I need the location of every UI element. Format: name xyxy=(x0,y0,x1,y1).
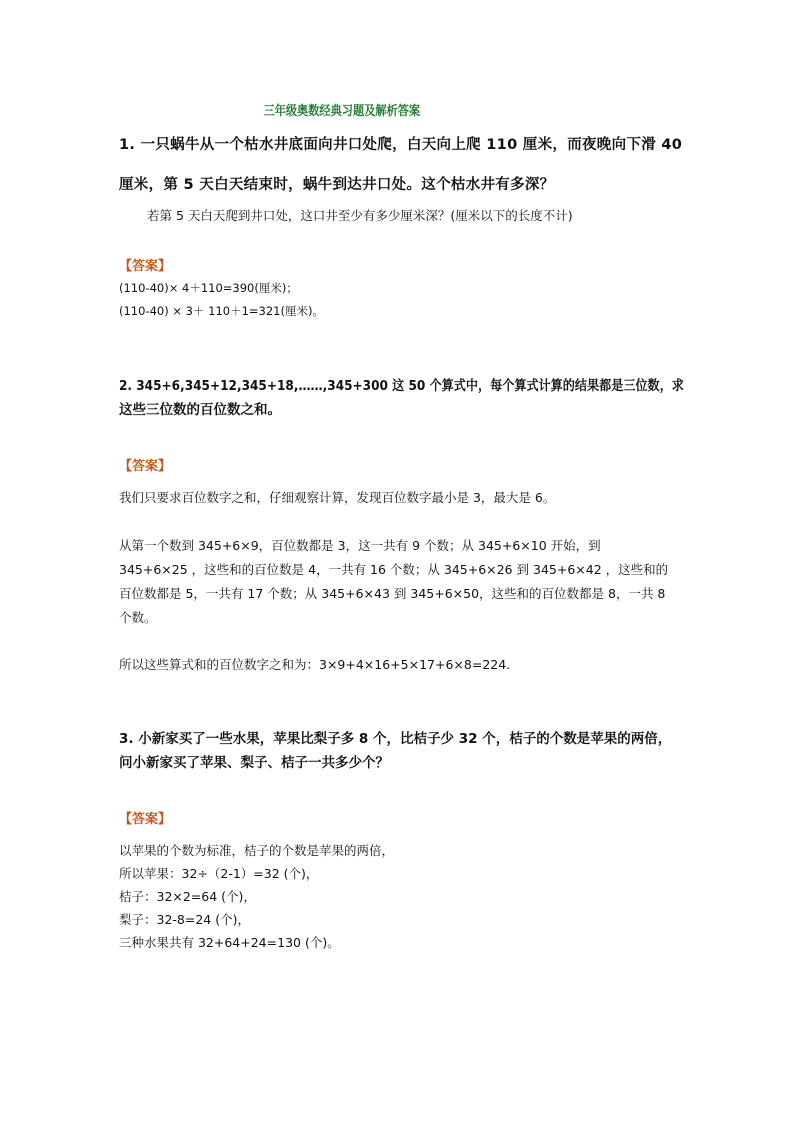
question-2-line-1: 2. 345+6,345+12,345+18,……,345+300 这 50 个算式中，每个算式计算的结果都是三位数，求 xyxy=(119,378,684,394)
answer-3-line-1: 以苹果的个数为标准，桔子的个数是苹果的两倍， xyxy=(119,843,395,858)
answer-1-line-2: (110-40) × 3＋ 110＋1=321(厘米)。 xyxy=(119,304,324,318)
answer-label-2: 【答案】 xyxy=(119,459,172,474)
answer-2-line-5: 个数。 xyxy=(119,610,157,625)
question-1-line-2: 厘米，第 5 天白天结束时，蜗牛到达井口处。这个枯水井有多深？ xyxy=(119,177,555,193)
answer-2-line-6: 所以这些算式和的百位数字之和为：3×9+4×16+5×17+6×8=224. xyxy=(119,657,511,672)
answer-3-line-5: 三种水果共有 32+64+24=130 (个)。 xyxy=(119,935,340,950)
answer-1-line-1: (110-40)× 4＋110=390(厘米)； xyxy=(119,281,298,295)
answer-label-3: 【答案】 xyxy=(119,812,172,827)
answer-2-line-2: 从第一个数到 345+6×9，百位数都是 3，这一共有 9 个数；从 345+6×10 开始，到 xyxy=(119,538,601,553)
answer-label-1: 【答案】 xyxy=(119,259,172,274)
page-title: 三年级奥数经典习题及解析答案 xyxy=(263,104,421,119)
question-3-line-1: 3. 小新家买了一些水果，苹果比梨子多 8 个，比桔子少 32 个，桔子的个数是苹果的两倍， xyxy=(119,731,672,747)
answer-2-line-4: 百位数都是 5，一共有 17 个数；从 345+6×43 到 345+6×50，这些和的百位数都是 8，一共 8 xyxy=(119,586,666,601)
answer-3-line-4: 梨子：32-8=24 (个)， xyxy=(119,912,250,927)
answer-2-line-3: 345+6×25 ，这些和的百位数是 4，一共有 16 个数；从 345+6×26 到 345+6×42 ，这些和的 xyxy=(119,562,669,577)
question-3-line-2: 问小新家买了苹果、梨子、桔子一共多少个？ xyxy=(119,755,389,771)
answer-3-line-3: 桔子：32×2=64 (个)， xyxy=(119,889,256,904)
question-1-line-1: 1. 一只蜗牛从一个枯水井底面向井口处爬，白天向上爬 110 厘米，而夜晚向下滑 40 xyxy=(119,137,683,153)
answer-3-line-2: 所以苹果：32÷（2-1）=32 (个)， xyxy=(119,866,319,881)
answer-2-line-1: 我们只要求百位数字之和，仔细观察计算，发现百位数字最小是 3，最大是 6。 xyxy=(119,490,556,505)
question-2-line-2: 这些三位数的百位数之和。 xyxy=(119,402,281,418)
question-1-sub: 若第 5 天白天爬到井口处，这口井至少有多少厘米深？(厘米以下的长度不计) xyxy=(147,208,573,223)
